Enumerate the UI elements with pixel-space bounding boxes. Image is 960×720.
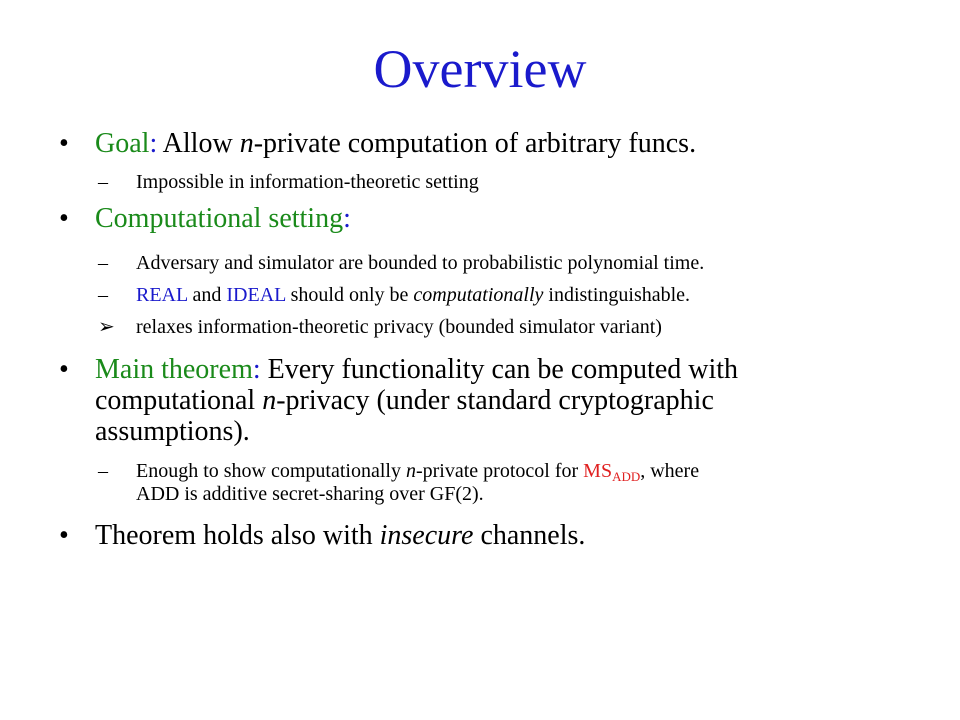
main-theorem-line1-text: Every functionality can be computed with <box>260 354 739 385</box>
enough-text-b: -private protocol for <box>415 460 584 482</box>
sub-relaxes <box>98 316 926 339</box>
real-label: REAL <box>136 284 188 306</box>
goal-label: Goal <box>95 128 150 159</box>
enough-text-a: Enough to show computationally <box>136 460 406 482</box>
main-theorem-line2 <box>95 385 915 416</box>
main-theorem-label: Main theorem <box>95 354 253 385</box>
goal-text-a: Allow <box>157 128 240 159</box>
enough-text-c: , where <box>640 460 700 482</box>
computational-setting-label: Computational setting <box>95 203 344 234</box>
real-ideal-and: and <box>187 284 227 306</box>
insecure-text-a: Theorem holds also with <box>95 520 380 551</box>
ideal-label: IDEAL <box>226 284 286 306</box>
sub-enough-line2: ADD is additive secret-sharing over GF(2). <box>136 483 484 505</box>
sub-enough <box>98 460 926 506</box>
ms-subscript: ADD <box>612 469 641 484</box>
insecure-italic: insecure <box>379 520 474 551</box>
dash-icon: – <box>98 284 108 306</box>
ms-text: MS <box>583 460 613 482</box>
main-theorem-line3: assumptions). <box>95 416 250 447</box>
bullet-main-theorem <box>59 354 915 447</box>
sub-real-ideal <box>98 284 926 307</box>
main-theorem-italic-n: n <box>262 385 277 416</box>
arrow-icon: ➢ <box>98 316 115 338</box>
bullet-icon: • <box>59 128 69 159</box>
sub-impossible-text: Impossible in information-theoretic setting <box>136 171 479 193</box>
sub-relaxes-text: relaxes information-theoretic privacy (bounded simulator variant) <box>136 316 662 338</box>
sub-adversary-text: Adversary and simulator are bounded to probabilistic polynomial time. <box>136 252 705 274</box>
slide-title: Overview <box>373 39 587 99</box>
real-ideal-end: indistinguishable. <box>543 284 691 306</box>
sub-enough-line1 <box>136 460 926 483</box>
bullet-computational-setting <box>59 203 915 234</box>
enough-italic-n: n <box>405 460 416 482</box>
goal-colon: : <box>149 128 158 159</box>
goal-italic-n: n <box>239 128 254 159</box>
bullet-icon: • <box>59 354 69 385</box>
bullet-insecure-channels <box>59 520 915 551</box>
insecure-text-b: channels. <box>473 520 586 551</box>
computationally-italic: computationally <box>413 284 544 306</box>
goal-text-b: -private computation of arbitrary funcs. <box>253 128 697 159</box>
dash-icon: – <box>98 460 108 482</box>
computational-setting-colon: : <box>343 203 351 234</box>
sub-impossible <box>98 171 916 194</box>
main-theorem-line1 <box>95 354 915 385</box>
real-ideal-text: should only be <box>285 284 414 306</box>
dash-icon: – <box>98 252 108 274</box>
dash-icon: – <box>98 171 108 193</box>
main-theorem-colon: : <box>252 354 261 385</box>
bullet-goal <box>59 128 915 159</box>
bullet-icon: • <box>59 203 69 234</box>
sub-adversary <box>98 252 926 275</box>
bullet-icon: • <box>59 520 69 551</box>
main-theorem-line2-b: -privacy (under standard cryptographic <box>276 385 714 416</box>
main-theorem-line2-a: computational <box>95 385 263 416</box>
ms-label <box>583 460 640 482</box>
